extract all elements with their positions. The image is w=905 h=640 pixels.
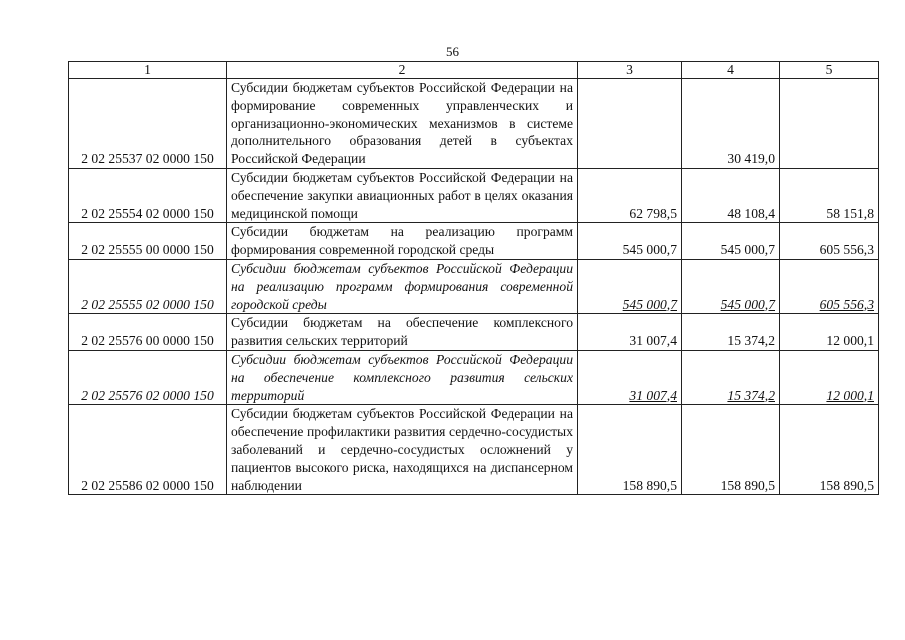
row-value-col5: 605 556,3 — [780, 259, 879, 313]
table-row — [69, 168, 879, 222]
table-row — [69, 314, 879, 351]
row-code: 2 02 25555 00 0000 150 — [69, 223, 227, 260]
column-header-5: 5 — [780, 62, 879, 79]
row-value-col5: 158 890,5 — [780, 405, 879, 495]
table-row — [69, 223, 879, 260]
row-description: Субсидии бюджетам субъектов Российской Федерации на реализацию программ формирования современной городской среды — [227, 259, 578, 313]
row-description: Субсидии бюджетам субъектов Российской Федерации на обеспечение профилактики развития сердечно-сосудистых заболеваний и сердечно-сосудистых осложнений у пациентов высокого риска, находящихся на диспансерном наблюдении — [227, 405, 578, 495]
row-value-col3: 31 007,4 — [578, 314, 682, 351]
table-row — [69, 350, 879, 404]
row-value-col3: 62 798,5 — [578, 168, 682, 222]
row-code: 2 02 25576 00 0000 150 — [69, 314, 227, 351]
row-value-col5: 605 556,3 — [780, 223, 879, 260]
row-description: Субсидии бюджетам на реализацию программ формирования современной городской среды — [227, 223, 578, 260]
budget-table — [68, 61, 879, 495]
row-code: 2 02 25586 02 0000 150 — [69, 405, 227, 495]
row-value-col5: 12 000,1 — [780, 350, 879, 404]
row-description: Субсидии бюджетам субъектов Российской Федерации на обеспечение комплексного развития сельских территорий — [227, 350, 578, 404]
row-description: Субсидии бюджетам на обеспечение комплексного развития сельских территорий — [227, 314, 578, 351]
table-row — [69, 79, 879, 169]
column-header-1: 1 — [69, 62, 227, 79]
row-value-col4: 15 374,2 — [682, 314, 780, 351]
row-value-col5 — [780, 79, 879, 169]
row-value-col3: 158 890,5 — [578, 405, 682, 495]
row-description: Субсидии бюджетам субъектов Российской Федерации на обеспечение закупки авиационных работ в целях оказания медицинской помощи — [227, 168, 578, 222]
row-value-col3: 31 007,4 — [578, 350, 682, 404]
row-value-col4: 15 374,2 — [682, 350, 780, 404]
row-code: 2 02 25554 02 0000 150 — [69, 168, 227, 222]
row-value-col4: 30 419,0 — [682, 79, 780, 169]
row-value-col3: 545 000,7 — [578, 259, 682, 313]
row-value-col5: 58 151,8 — [780, 168, 879, 222]
row-value-col3: 545 000,7 — [578, 223, 682, 260]
column-header-2: 2 — [227, 62, 578, 79]
page-number: 56 — [446, 44, 459, 59]
row-value-col4: 545 000,7 — [682, 223, 780, 260]
row-value-col3 — [578, 79, 682, 169]
table-row — [69, 405, 879, 495]
row-value-col4: 545 000,7 — [682, 259, 780, 313]
row-code: 2 02 25576 02 0000 150 — [69, 350, 227, 404]
column-header-4: 4 — [682, 62, 780, 79]
row-description: Субсидии бюджетам субъектов Российской Федерации на формирование современных управленческих и организационно-экономических механизмов в системе дополнительного образования детей в субъектах Российской Федерации — [227, 79, 578, 169]
row-value-col4: 158 890,5 — [682, 405, 780, 495]
table-row — [69, 259, 879, 313]
header-row — [69, 62, 879, 79]
row-value-col5: 12 000,1 — [780, 314, 879, 351]
row-code: 2 02 25555 02 0000 150 — [69, 259, 227, 313]
row-value-col4: 48 108,4 — [682, 168, 780, 222]
column-header-3: 3 — [578, 62, 682, 79]
row-code: 2 02 25537 02 0000 150 — [69, 79, 227, 169]
